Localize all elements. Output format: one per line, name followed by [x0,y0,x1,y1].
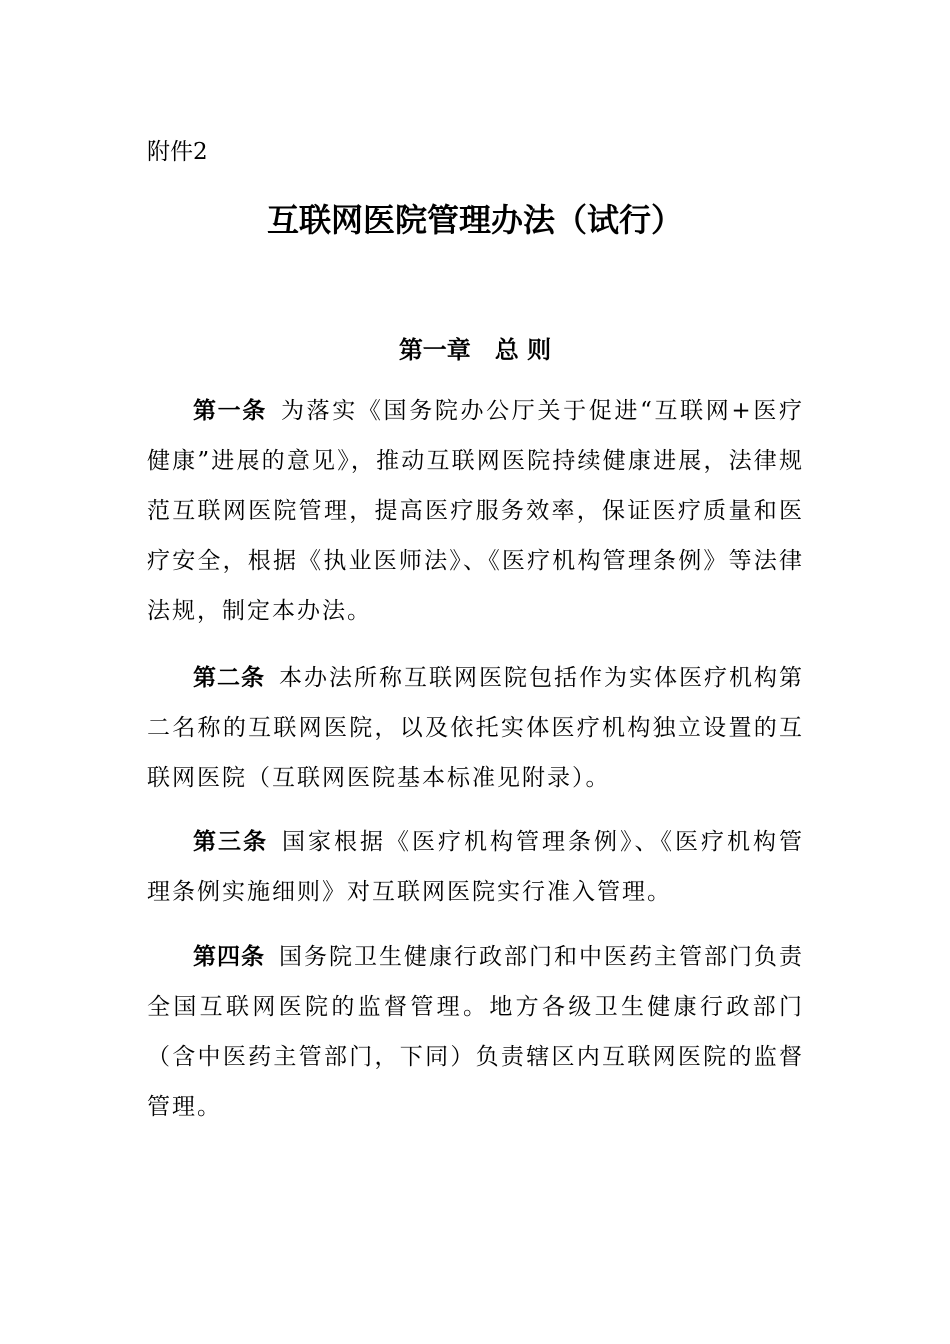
chapter-heading: 第一章 总 则 [398,335,552,364]
article-4-label: 第四条 [193,943,265,970]
article-2 [147,653,804,803]
article-1-text: 为落实《国务院办公厅关于促进“互联网+医疗健康”进展的意见》，推动互联网医院持续健康进展，法律规范互联网医院管理，提高医疗服务效率，保证医疗质量和医疗安全，根据《执业医师法》、《医疗机构管理条例》等法律法规，制定本办法。 [147,398,804,624]
document-title: 互联网医院管理办法（试行） [266,201,683,239]
article-4 [147,932,804,1132]
attachment-label: 附件2 [147,139,208,165]
article-1-label: 第一条 [193,397,267,424]
article-3 [147,817,804,917]
article-4-text: 国务院卫生健康行政部门和中医药主管部门负责全国互联网医院的监督管理。地方各级卫生健康行政部门（含中医药主管部门，下同）负责辖区内互联网医院的监督管理。 [147,944,804,1120]
article-2-text: 本办法所称互联网医院包括作为实体医疗机构第二名称的互联网医院，以及依托实体医疗机构独立设置的互联网医院（互联网医院基本标准见附录）。 [147,665,804,791]
article-3-label: 第三条 [193,828,268,855]
article-1 [147,386,804,636]
article-2-label: 第二条 [193,664,265,691]
article-3-text: 国家根据《医疗机构管理条例》、《医疗机构管理条例实施细则》对互联网医院实行准入管理。 [147,829,804,905]
